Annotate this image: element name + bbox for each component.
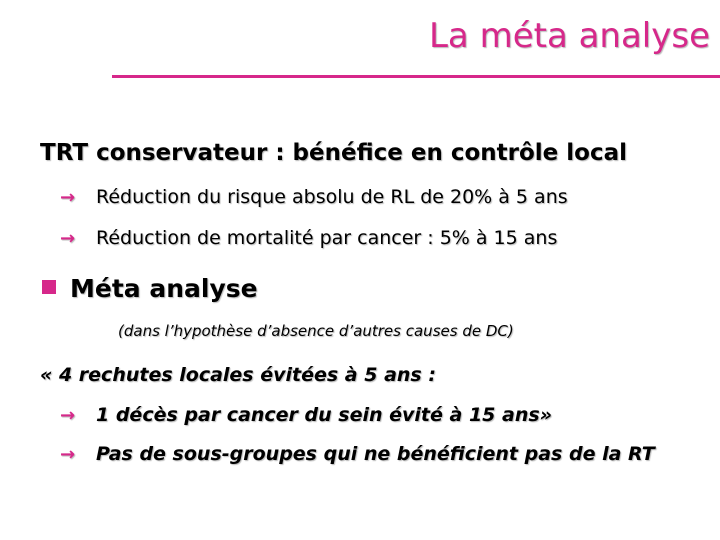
quote-heading: « 4 rechutes locales évitées à 5 ans : [40, 364, 436, 386]
bullet-item [60, 186, 568, 208]
bullet-item [60, 404, 552, 426]
meta-analysis-label: Méta analyse [70, 274, 258, 303]
arrow-right-icon: → [60, 444, 76, 465]
hypothesis-note: (dans l’hypothèse d’absence d’autres causes de DC) [118, 322, 514, 340]
slide-title: La méta analyse [428, 16, 710, 56]
arrow-right-icon: → [60, 228, 76, 249]
meta-analysis-heading [42, 274, 258, 303]
section-heading: TRT conservateur : bénéfice en contrôle local [40, 140, 628, 166]
title-underline [112, 75, 720, 78]
arrow-right-icon: → [60, 405, 76, 426]
bullet-item [60, 227, 557, 249]
bullet-text: Réduction de mortalité par cancer : 5% à 15 ans [96, 227, 558, 249]
bullet-text: 1 décès par cancer du sein évité à 15 ans» [96, 404, 552, 426]
square-bullet-icon [42, 280, 56, 294]
bullet-text: Réduction du risque absolu de RL de 20% à 5 ans [96, 186, 568, 208]
bullet-text: Pas de sous-groupes qui ne bénéficient pas de la RT [96, 443, 655, 465]
bullet-item [60, 443, 655, 465]
arrow-right-icon: → [60, 187, 76, 208]
